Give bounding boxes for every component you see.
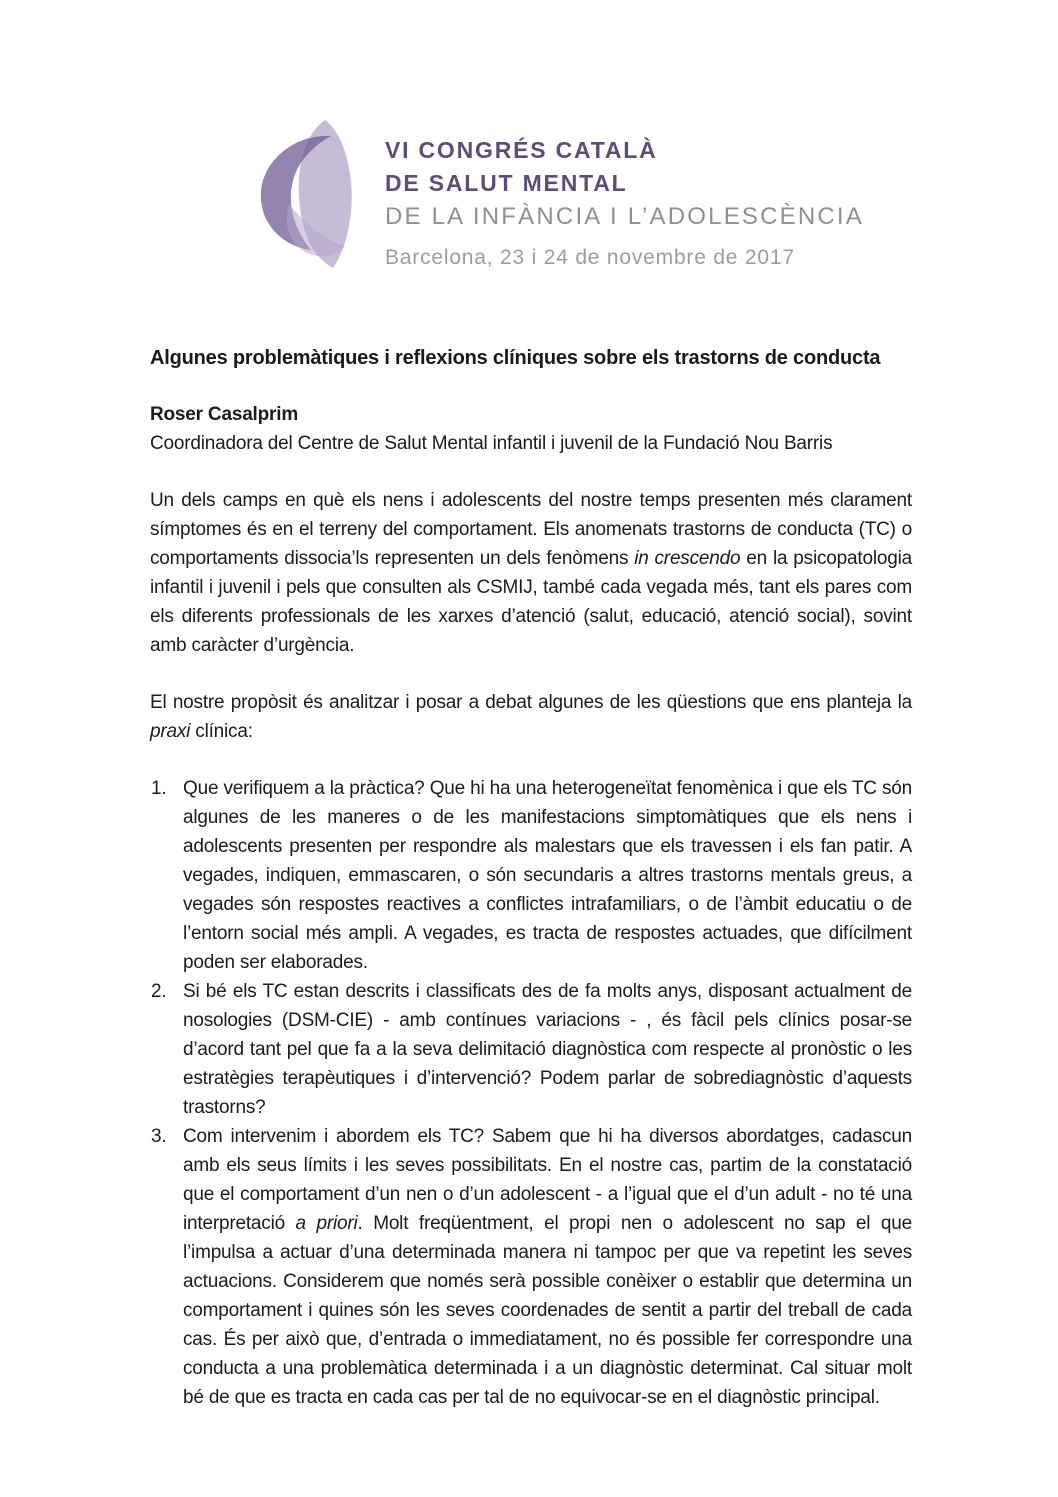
document-title: Algunes problemàtiques i reflexions clíniques sobre els trastorns de conducta	[150, 347, 881, 369]
author-role: Coordinadora del Centre de Salut Mental infantil i juvenil de la Fundació Nou Barris	[150, 433, 833, 454]
list-item-number: 2.	[151, 981, 167, 1002]
list-item	[150, 1122, 912, 1412]
congress-logo	[253, 118, 864, 270]
list-item-text: Com intervenim i abordem els TC? Sabem que hi ha diversos abordatges, cadascun amb els seus límits i les seves possibilitats. En el nostre cas, partim de la constatació que el comportament d’un nen o d’un adolescent - a l’igual que el d’un adult - no té una interpretació a priori. Molt freqüentment, el propi nen o adolescent no sap el que l’impulsa a actuar d’una determinada manera ni tampoc per que va repetint les seves actuacions. Considerem que només serà possible conèixer o establir que determina un comportament i quines són les seves coordenades de sentit a partir del treball de cada cas. És per això que, d’entrada o immediatament, no és possible fer correspondre una conducta a una problemàtica determinada i a un diagnòstic determinat. Cal situar molt bé de que es tracta en cada cas per tal de no equivocar-se en el diagnòstic principal.	[183, 1126, 912, 1408]
logo-title-line1: VI CONGRÉS CATALÀ	[385, 137, 658, 163]
list-item-text: Que verifiquem a la pràctica? Que hi ha una heterogeneïtat fenomènica i que els TC són algunes de les maneres o de les manifestacions simptomàtiques que els nens i adolescents presenten per respondre als malestars que els travessen i els fan patir. A vegades, indiquen, emmascaren, o són secundaris a altres trastorns mentals greus, a vegades són respostes reactives a conflictes intrafamiliars, o de l’àmbit educatiu o de l’entorn social més ampli. A vegades, es tracta de respostes actuades, que difícilment poden ser elaborades.	[183, 778, 912, 973]
questions-list	[150, 774, 912, 1412]
author-name: Roser Casalprim	[150, 404, 299, 425]
document-content	[150, 345, 912, 1412]
paragraph-intro: Un dels camps en què els nens i adolescents del nostre temps presenten més clarament símptomes és en el terreny del comportament. Els anomenats trastorns de conducta (TC) o comportaments dissocia’ls representen un dels fenòmens in crescendo en la psicopatologia infantil i juvenil i pels que consulten als CSMIJ, també cada vegada més, tant els pares com els diferents professionals de les xarxes d’atenció (salut, educació, atenció social), sovint amb caràcter d’urgència.	[150, 490, 912, 656]
list-item-number: 1.	[151, 778, 167, 799]
list-item	[150, 977, 912, 1122]
congress-logo-mark	[253, 118, 375, 270]
list-item-number: 3.	[151, 1126, 167, 1147]
congress-logo-text	[385, 118, 864, 270]
logo-title-line3: DE LA INFÀNCIA I L’ADOLESCÈNCIA	[385, 203, 865, 230]
logo-date-line: Barcelona, 23 i 24 de novembre de 2017	[385, 246, 795, 269]
paragraph-purpose: El nostre propòsit és analitzar i posar a debat algunes de les qüestions que ens planteja la praxi clínica:	[150, 692, 912, 742]
list-item	[150, 774, 912, 977]
logo-title-line2: DE SALUT MENTAL	[385, 170, 628, 196]
list-item-text: Si bé els TC estan descrits i classificats des de fa molts anys, disposant actualment de nosologies (DSM-CIE) - amb contínues variacions - , és fàcil pels clínics posar-se d’acord tant pel que fa a la seva delimitació diagnòstica com respecte al pronòstic o les estratègies terapèutiques i d’intervenció? Podem parlar de sobrediagnòstic d’aquests trastorns?	[183, 981, 912, 1118]
author-block	[150, 400, 912, 458]
